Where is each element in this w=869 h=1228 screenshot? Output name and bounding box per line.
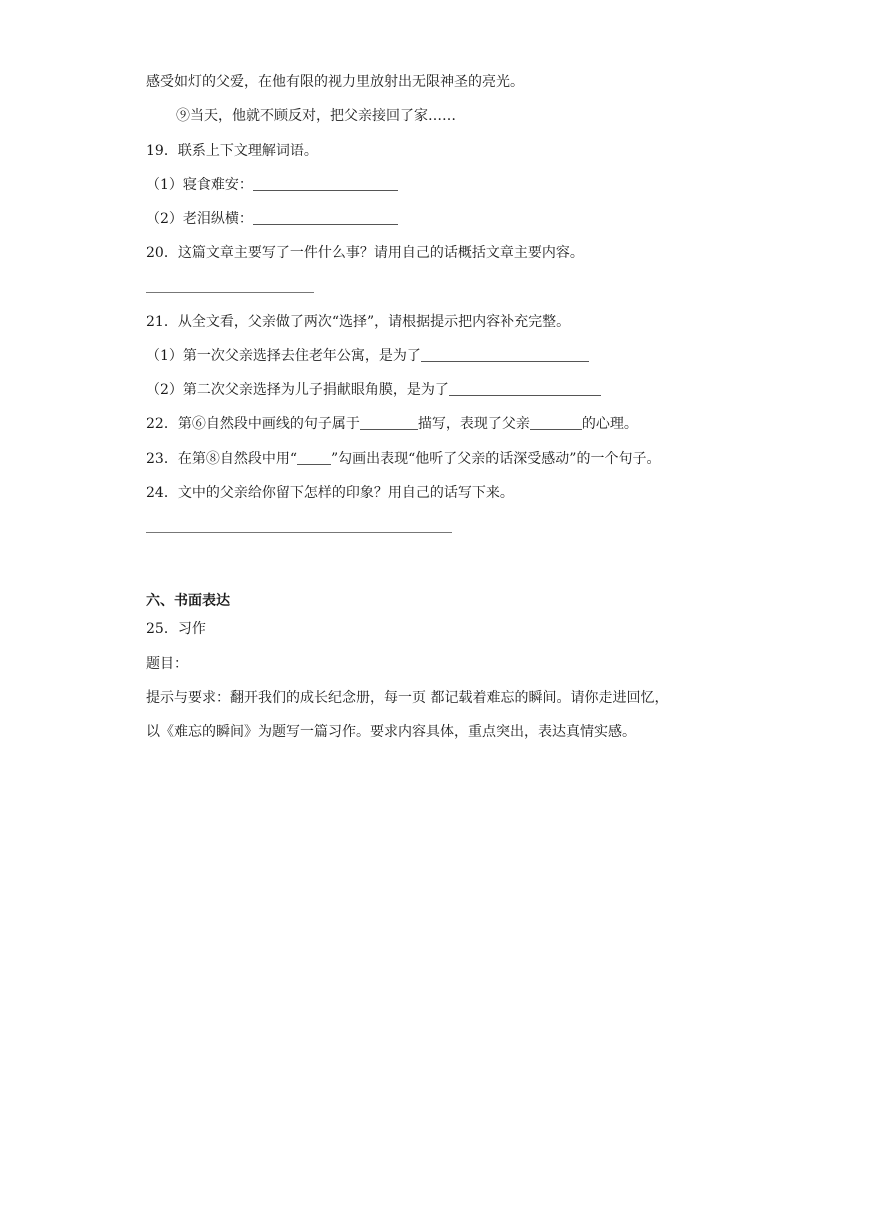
- question-20-stem: 20．这篇文章主要写了一件什么事？请用自己的话概括文章主要内容。: [146, 245, 584, 261]
- answer-blank[interactable]: [253, 176, 398, 191]
- question-23-part-1: 23．在第⑧自然段中用“: [146, 451, 297, 467]
- passage-line-2: ⑨当天，他就不顾反对，把父亲接回了家……: [176, 108, 456, 124]
- passage-line-1: 感受如灯的父爱，在他有限的视力里放射出无限神圣的亮光。: [146, 74, 524, 90]
- question-19-item-1-label: （1）寝食难安：: [146, 177, 253, 193]
- answer-blank[interactable]: [421, 347, 589, 362]
- question-19-stem: 19．联系上下文理解词语。: [146, 143, 318, 159]
- question-19-item-2-label: （2）老泪纵横：: [146, 211, 253, 227]
- answer-line[interactable]: [146, 532, 452, 533]
- essay-prompt-line-2: 以《难忘的瞬间》为题写一篇习作。要求内容具体，重点突出，表达真情实感。: [146, 724, 636, 740]
- underline-mark: [297, 450, 331, 465]
- question-25-stem: 25．习作: [146, 621, 206, 637]
- answer-line[interactable]: [146, 292, 314, 293]
- section-heading: 六、书面表达: [146, 593, 230, 609]
- question-21-item-2: [146, 380, 601, 400]
- question-19-item-2: [146, 209, 398, 229]
- answer-blank[interactable]: [449, 381, 601, 396]
- essay-title-label: 题目：: [146, 656, 188, 672]
- answer-blank[interactable]: [530, 415, 582, 430]
- answer-blank[interactable]: [360, 415, 418, 430]
- question-21-item-1-label: （1）第一次父亲选择去住老年公寓，是为了: [146, 348, 421, 364]
- question-23: [146, 449, 660, 469]
- essay-prompt-line-1: 提示与要求：翻开我们的成长纪念册，每一页 都记载着难忘的瞬间。请你走进回忆，: [146, 690, 669, 706]
- question-21-item-2-label: （2）第二次父亲选择为儿子捐献眼角膜，是为了: [146, 382, 449, 398]
- question-21-item-1: [146, 346, 589, 366]
- question-22: [146, 414, 638, 434]
- question-22-part-1: 22．第⑥自然段中画线的句子属于: [146, 416, 360, 432]
- question-22-part-2: 描写，表现了父亲: [417, 416, 530, 432]
- question-23-part-2: ”勾画出表现“他听了父亲的话深受感动”的一个句子。: [330, 451, 661, 467]
- question-19-item-1: [146, 175, 398, 195]
- answer-blank[interactable]: [253, 210, 398, 225]
- question-22-part-3: 的心理。: [581, 416, 638, 432]
- question-24-stem: 24．文中的父亲给你留下怎样的印象？用自己的话写下来。: [146, 485, 514, 501]
- question-21-stem: 21．从全文看，父亲做了两次“选择”，请根据提示把内容补充完整。: [146, 314, 571, 330]
